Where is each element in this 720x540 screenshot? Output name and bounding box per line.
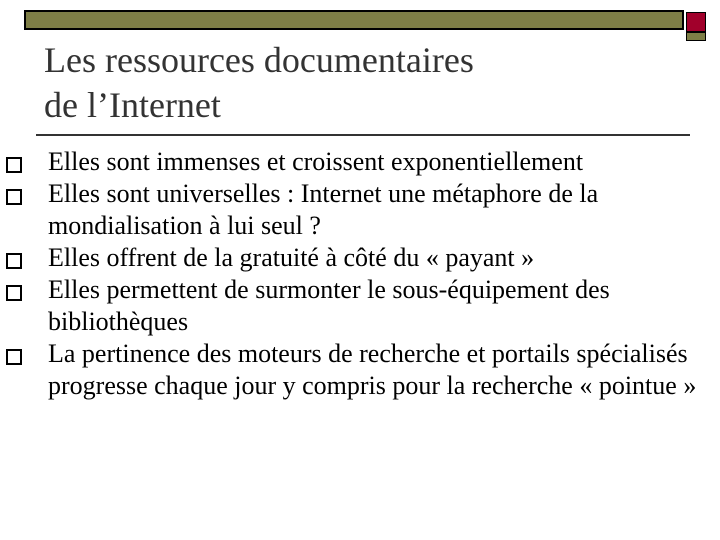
bullet-text: Elles offrent de la gratuité à côté du « payant » <box>48 243 535 272</box>
bullet-text: La pertinence des moteurs de recherche et portails spécialisés progresse chaque jour y compris pour la recherche « pointue » <box>48 339 697 400</box>
bullet-text: Elles sont universelles : Internet une métaphore de la mondialisation à lui seul ? <box>48 179 599 240</box>
header-decor-bar <box>24 10 684 30</box>
list-item <box>0 338 720 402</box>
list-item <box>0 274 720 338</box>
list-item <box>0 146 720 178</box>
title-line-2: de l’Internet <box>44 85 221 125</box>
bullet-text: Elles sont immenses et croissent exponentiellement <box>48 147 584 176</box>
title-underline <box>36 134 690 136</box>
decor-square-red <box>686 12 706 32</box>
bullet-list <box>0 146 720 402</box>
list-item <box>0 242 720 274</box>
hollow-square-bullet-icon <box>6 349 22 365</box>
bullet-text: Elles permettent de surmonter le sous-équipement des bibliothèques <box>48 275 610 336</box>
hollow-square-bullet-icon <box>6 285 22 301</box>
title-line-1: Les ressources documentaires <box>44 40 474 80</box>
slide-title <box>44 38 604 128</box>
decor-square-olive <box>686 32 706 41</box>
hollow-square-bullet-icon <box>6 189 22 205</box>
hollow-square-bullet-icon <box>6 157 22 173</box>
list-item <box>0 178 720 242</box>
hollow-square-bullet-icon <box>6 253 22 269</box>
